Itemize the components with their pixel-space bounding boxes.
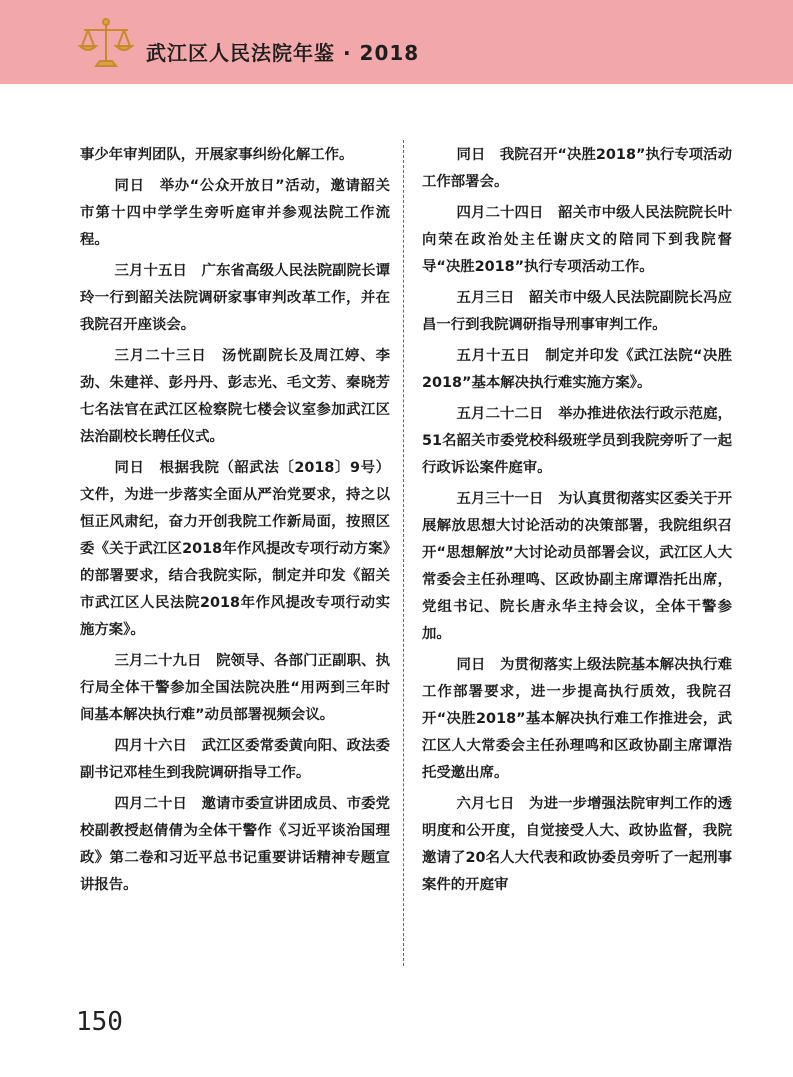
paragraph: 六月七日 为进一步增强法院审判工作的透明度和公开度，自觉接受人大、政协监督，我院邀请了20名人大代表和政协委员旁听了一起刑事案件的开庭审 bbox=[422, 796, 732, 893]
paragraph: 五月十五日 制定并印发《武江法院“决胜2018”基本解决执行难实施方案》。 bbox=[422, 348, 732, 391]
paragraph: 同日 我院召开“决胜2018”执行专项活动工作部署会。 bbox=[422, 147, 732, 190]
paragraph: 同日 为贯彻落实上级法院基本解决执行难工作部署要求，进一步提高执行质效，我院召开“决胜2018”基本解决执行难工作推进会，武江区人大常委会主任孙理鸣和区政协副主席谭浩托受邀出席。 bbox=[422, 657, 732, 781]
paragraph: 三月二十三日 汤恍副院长及周江婷、李劲、朱建祥、彭丹丹、彭志光、毛文芳、秦晓芳七名法官在武江区检察院七楼会议室参加武江区法治副校长聘任仪式。 bbox=[80, 348, 390, 445]
page-number: 150 bbox=[76, 1007, 123, 1037]
right-column bbox=[422, 142, 732, 903]
paragraph: 四月二十四日 韶关市中级人民法院院长叶向荣在政治处主任谢庆文的陪同下到我院督导“决胜2018”执行专项活动工作。 bbox=[422, 205, 732, 275]
page-header bbox=[0, 0, 793, 84]
paragraph: 四月二十日 邀请市委宣讲团成员、市委党校副教授赵倩倩为全体干警作《习近平谈治国理政》第二卷和习近平总书记重要讲话精神专题宣讲报告。 bbox=[80, 796, 390, 893]
paragraph: 五月二十二日 举办推进依法行政示范庭，51名韶关市委党校科级班学员到我院旁听了一起行政诉讼案件庭审。 bbox=[422, 406, 732, 476]
left-column bbox=[80, 142, 390, 903]
paragraph: 同日 根据我院（韶武法〔2018〕9号）文件，为进一步落实全面从严治党要求，持之以恒正风肃纪，奋力开创我院工作新局面，按照区委《关于武江区2018年作风提改专项行动方案》的部署要求，结合我院实际，制定并印发《韶关市武江区人民法院2018年作风提改专项行动实施方案》。 bbox=[80, 460, 390, 638]
paragraph: 三月十五日 广东省高级人民法院副院长谭玲一行到韶关法院调研家事审判改革工作，并在我院召开座谈会。 bbox=[80, 263, 390, 333]
paragraph: 五月三日 韶关市中级人民法院副院长冯应昌一行到我院调研指导刑事审判工作。 bbox=[422, 290, 732, 333]
paragraph: 事少年审判团队，开展家事纠纷化解工作。 bbox=[80, 147, 354, 163]
yearbook-title: 武江区人民法院年鉴 · 2018 bbox=[146, 41, 420, 65]
column-divider bbox=[403, 140, 404, 966]
scales-of-justice-icon bbox=[76, 16, 136, 72]
paragraph: 五月三十一日 为认真贯彻落实区委关于开展解放思想大讨论活动的决策部署，我院组织召开“思想解放”大讨论动员部署会议，武江区人大常委会主任孙理鸣、区政协副主席谭浩托出席，党组书记、院长唐永华主持会议，全体干警参加。 bbox=[422, 491, 732, 642]
paragraph: 三月二十九日 院领导、各部门正副职、执行局全体干警参加全国法院决胜“用两到三年时间基本解决执行难”动员部署视频会议。 bbox=[80, 653, 390, 723]
paragraph: 四月十六日 武江区委常委黄向阳、政法委副书记邓桂生到我院调研指导工作。 bbox=[80, 738, 390, 781]
paragraph: 同日 举办“公众开放日”活动，邀请韶关市第十四中学学生旁听庭审并参观法院工作流程。 bbox=[80, 178, 390, 248]
